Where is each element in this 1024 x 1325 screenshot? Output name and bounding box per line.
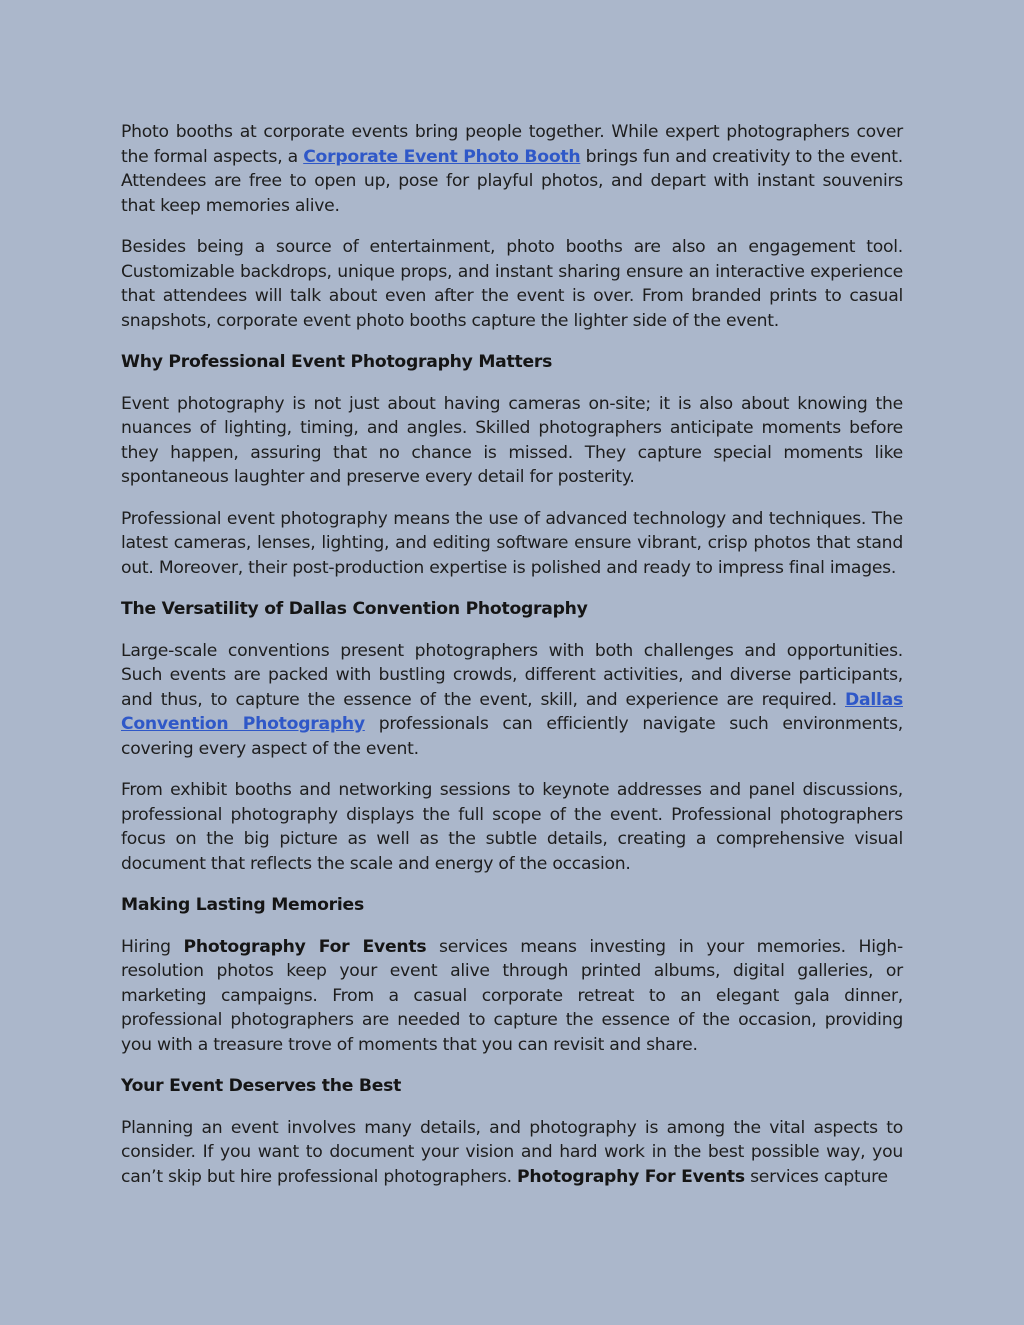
heading-deserves-best: Your Event Deserves the Best <box>121 1076 402 1096</box>
paragraph-text: Large-scale conventions present photographers with both challenges and opportunities. Such events are packed with bustling crowds, different activities, and diverse participants, and thus, to capture the essence of the event, skill, and experience are required. <box>121 640 903 710</box>
dallas-convention-photography-link[interactable]: Dallas Convention Photography <box>121 689 903 734</box>
bold-photography-for-events: Photography For Events <box>517 1166 745 1187</box>
paragraph-text: services capture <box>744 1166 888 1187</box>
paragraph-engagement: Besides being a source of entertainment, photo booths are also an engagement tool. Customizable backdrops, unique props, and instant sharing ensure an interactive experience that attendees will talk about even after the event is over. From branded prints to casual snapshots, corporate event photo booths capture the lighter side of the event. <box>121 237 903 331</box>
paragraph-text: professionals can efficiently navigate such environments, covering every aspect of the event. <box>121 714 903 759</box>
heading-why-professional: Why Professional Event Photography Matters <box>121 352 553 372</box>
article-body <box>121 120 903 1206</box>
paragraph-text: services means investing in your memories. High-resolution photos keep your event alive through printed albums, digital galleries, or marketing campaigns. From a casual corporate retreat to an elegant gala dinner, professional photographers are needed to capture the essence of the occasion, providing you with a treasure trove of moments that you can revisit and share. <box>121 936 903 1055</box>
heading-versatility: The Versatility of Dallas Convention Photography <box>121 599 588 619</box>
bold-photography-for-events: Photography For Events <box>183 936 427 957</box>
paragraph-exhibit-booths: From exhibit booths and networking sessions to keynote addresses and panel discussions, professional photography displays the full scope of the event. Professional photographers focus on the big picture as well as the subtle details, creating a comprehensive visual document that reflects the scale and energy of the occasion. <box>121 780 903 874</box>
corporate-event-photo-booth-link[interactable]: Corporate Event Photo Booth <box>303 146 581 167</box>
paragraph-technology: Professional event photography means the use of advanced technology and techniques. The latest cameras, lenses, lighting, and editing software ensure vibrant, crisp photos that stand out. Moreover, their post-production expertise is polished and ready to impress final images. <box>121 508 903 578</box>
paragraph-text: brings fun and creativity to the event. Attendees are free to open up, pose for playful photos, and depart with instant souvenirs that keep memories alive. <box>121 146 903 216</box>
paragraph-conventions <box>121 639 903 762</box>
paragraph-hiring <box>121 935 903 1058</box>
paragraph-planning <box>121 1116 903 1190</box>
paragraph-text: Hiring <box>121 936 184 957</box>
paragraph-text: Photo booths at corporate events bring people together. While expert photographers cover the formal aspects, a <box>121 122 903 167</box>
heading-lasting-memories: Making Lasting Memories <box>121 895 364 915</box>
paragraph-event-photography: Event photography is not just about having cameras on-site; it is also about knowing the nuances of lighting, timing, and angles. Skilled photographers anticipate moments before they happen, assuring that no chance is missed. They capture special moments like spontaneous laughter and preserve every detail for posterity. <box>121 393 903 487</box>
paragraph-text: Planning an event involves many details, and photography is among the vital aspects to consider. If you want to document your vision and hard work in the best possible way, you can’t skip but hire professional photographers. <box>121 1117 903 1187</box>
paragraph-photo-booths <box>121 120 903 218</box>
